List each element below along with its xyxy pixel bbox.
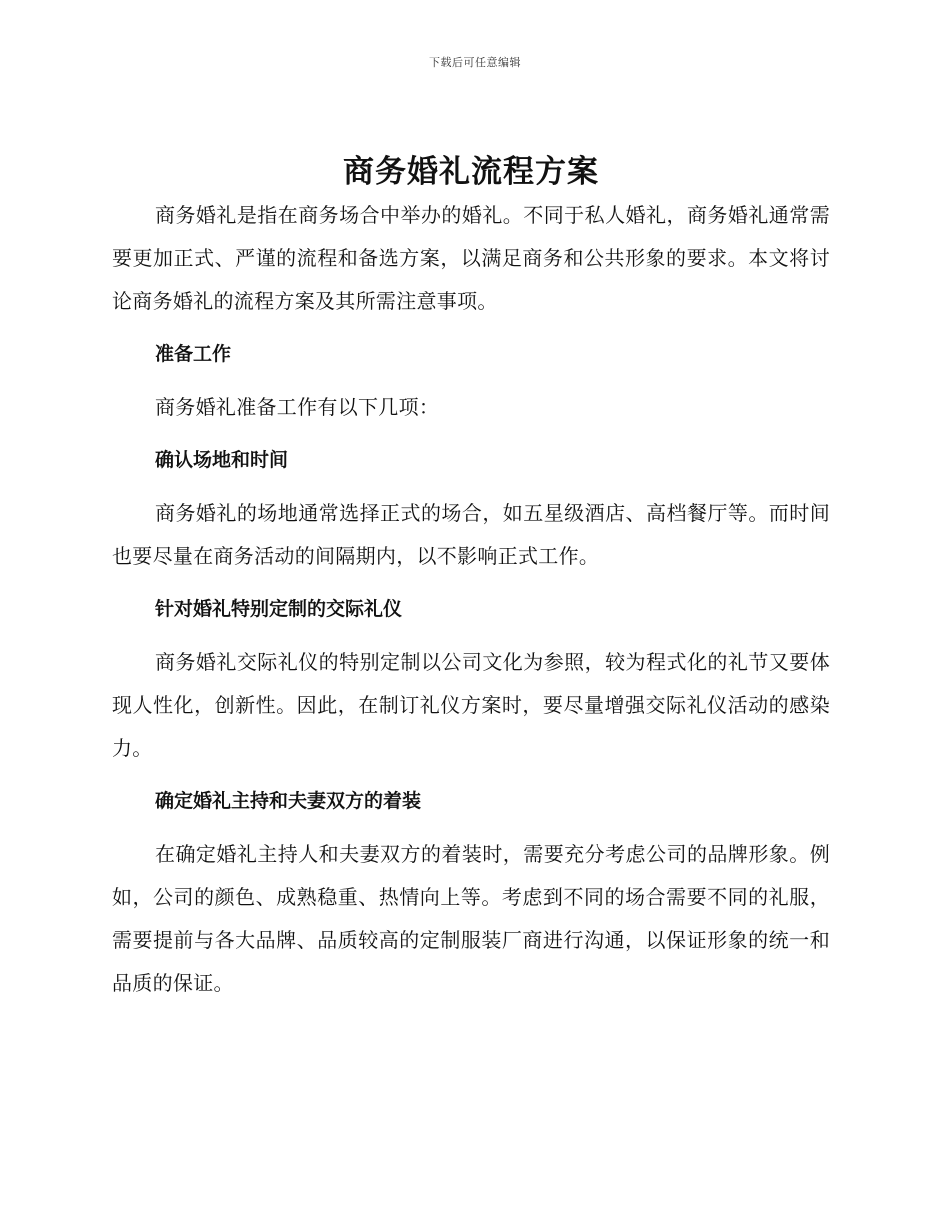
document-body	[112, 150, 830, 1005]
section-body-venue-time: 商务婚礼的场地通常选择正式的场合，如五星级酒店、高档餐厅等。而时间也要尽量在商务活动的间隔期内，以不影响正式工作。	[112, 501, 830, 568]
section-body-preparation: 商务婚礼准备工作有以下几项：	[155, 395, 440, 419]
intro-paragraph: 商务婚礼是指在商务场合中举办的婚礼。不同于私人婚礼，商务婚礼通常需要更加正式、严谨的流程和备选方案，以满足商务和公共形象的要求。本文将讨论商务婚礼的流程方案及其所需注意事项。	[112, 203, 830, 313]
section-body-etiquette: 商务婚礼交际礼仪的特别定制以公司文化为参照，较为程式化的礼节又要体现人性化，创新性。因此，在制订礼仪方案时，要尽量增强交际礼仪活动的感染力。	[112, 650, 830, 760]
section-heading-etiquette: 针对婚礼特别定制的交际礼仪	[155, 598, 403, 620]
section-heading-preparation: 准备工作	[155, 343, 232, 365]
document-title: 商务婚礼流程方案	[343, 154, 599, 190]
header-note: 下载后可任意编辑	[429, 56, 521, 69]
section-heading-venue-time: 确认场地和时间	[155, 449, 289, 471]
section-body-attire: 在确定婚礼主持人和夫妻双方的着装时，需要充分考虑公司的品牌形象。例如，公司的颜色、成熟稳重、热情向上等。考虑到不同的场合需要不同的礼服，需要提前与各大品牌、品质较高的定制服装厂商进行沟通，以保证形象的统一和品质的保证。	[112, 842, 830, 995]
section-heading-attire: 确定婚礼主持和夫妻双方的着装	[155, 790, 422, 812]
